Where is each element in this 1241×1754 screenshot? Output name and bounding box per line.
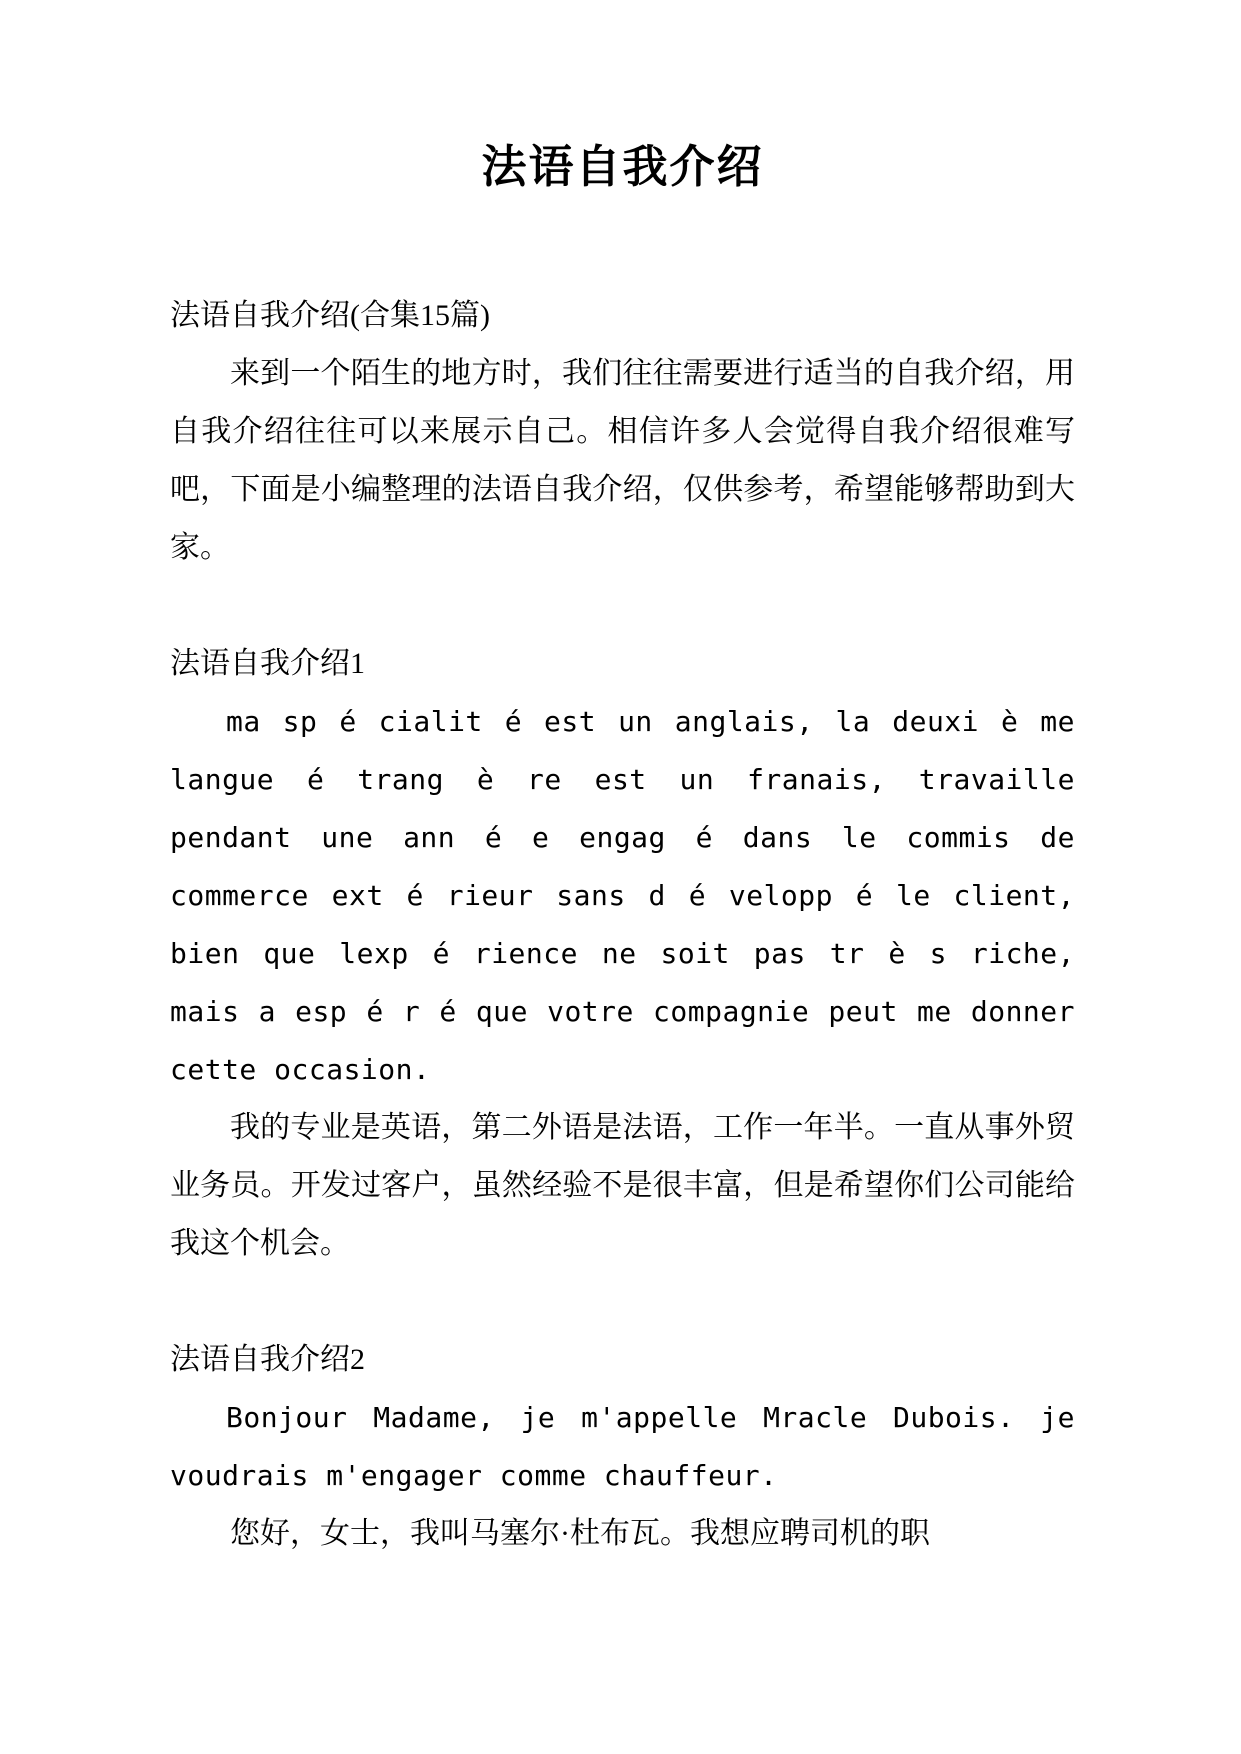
collection-heading: 法语自我介绍(合集15篇) <box>170 299 490 332</box>
section-1-heading: 法语自我介绍1 <box>170 647 365 680</box>
document-title: 法语自我介绍 <box>481 142 764 192</box>
section-1-chinese-paragraph: 我的专业是英语，第二外语是法语，工作一年半。一直从事外贸业务员。开发过客户，虽然经验不是很丰富，但是希望你们公司能给我这个机会。 <box>170 1111 1075 1260</box>
section-2-french-paragraph: Bonjour Madame, je m'appelle Mracle Dubois. je voudrais m'engager comme chauffeur. <box>170 1401 1075 1492</box>
intro-paragraph: 来到一个陌生的地方时，我们往往需要进行适当的自我介绍，用自我介绍往往可以来展示自己。相信许多人会觉得自我介绍很难写吧，下面是小编整理的法语自我介绍，仅供参考，希望能够帮助到大家。 <box>170 357 1075 564</box>
section-2-heading: 法语自我介绍2 <box>170 1343 365 1376</box>
section-2-chinese-paragraph: 您好，女士，我叫马塞尔·杜布瓦。我想应聘司机的职 <box>230 1517 930 1550</box>
section-1-french-paragraph: ma sp é cialit é est un anglais, la deuxi è me langue é trang è re est un franais, travaille pendant une ann é e engag é dans le commis de commerce ext é rieur sans d é velopp é le client, bien que lexp é rience ne soit pas tr è s riche, mais a esp é r é que votre compagnie peut me donner cette occasion. <box>170 705 1075 1086</box>
